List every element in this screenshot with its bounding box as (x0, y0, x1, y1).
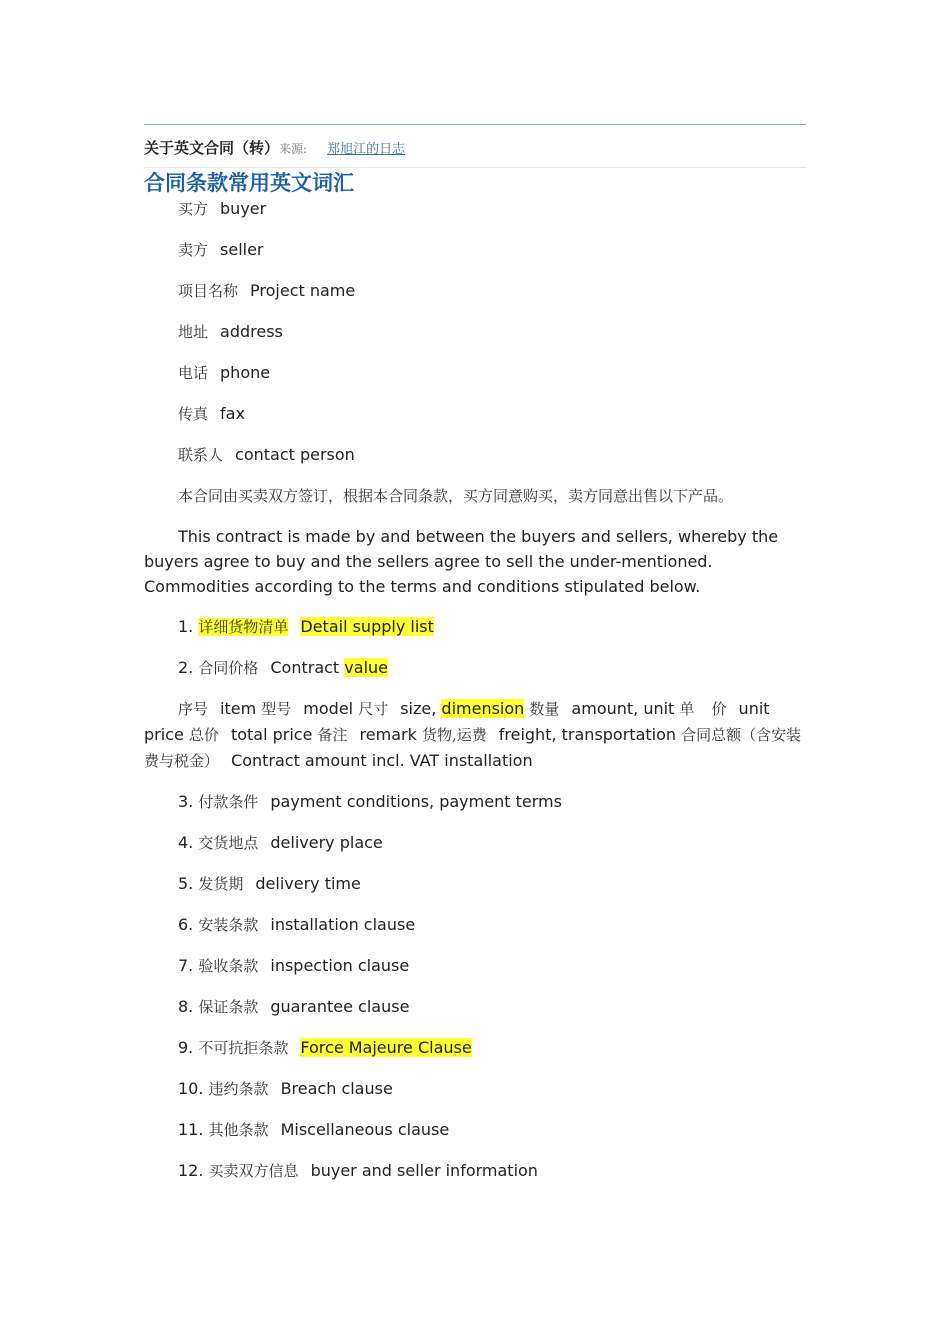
header-divider (144, 167, 806, 168)
party-terms-list (144, 196, 806, 1184)
term-project-name: 项目名称 Project name (178, 281, 356, 300)
intro-chinese: 本合同由买卖双方签订，根据本合同条款，买方同意购买，卖方同意出售以下产品。 (178, 487, 734, 505)
clause-installation: 6. 安装条款 installation clause (178, 915, 416, 934)
document-page (144, 124, 806, 1199)
article-header (144, 137, 806, 159)
intro-english: This contract is made by and between the buyers and sellers, whereby the buyers agree to buy and the sellers agree to sell the under-mentioned. Commodities according to the terms and conditions stipulated below. (144, 527, 779, 596)
term-phone: 电话 phone (178, 363, 271, 382)
document-heading: 合同条款常用英文词汇 (144, 170, 354, 195)
top-divider (144, 124, 806, 125)
clause-guarantee: 8. 保证条款 guarantee clause (178, 997, 410, 1016)
term-seller: 卖方 seller (178, 240, 264, 259)
clause-payment: 3. 付款条件 payment conditions, payment terms (178, 792, 562, 811)
clause-inspection: 7. 验收条款 inspection clause (178, 956, 410, 975)
clause-party-information: 12. 买卖双方信息 buyer and seller information (178, 1161, 538, 1180)
term-buyer: 买方 buyer (178, 199, 267, 218)
source-link[interactable]: 郑旭江的日志 (327, 142, 406, 157)
clause-delivery-time: 5. 发货期 delivery time (178, 874, 361, 893)
term-contact-person: 联系人 contact person (178, 445, 355, 464)
price-terms-paragraph: 序号 item 型号 model 尺寸 size, dimension 数量 amount, unit 单 价 unit price 总价 total price 备注 remark 货物,运费 freight, transportation 合同总额（含安装费与税金） Contract amount incl. VAT installation (144, 699, 802, 770)
clause-delivery-place: 4. 交货地点 delivery place (178, 833, 383, 852)
clause-breach: 10. 违约条款 Breach clause (178, 1079, 393, 1098)
section-contract-value: 2. 合同价格 Contract value (178, 658, 388, 677)
section-detail-supply-list: 1. 详细货物清单 Detail supply list (178, 617, 434, 636)
source-label: 来源: (279, 142, 308, 156)
article-title: 关于英文合同（转） (144, 139, 280, 157)
term-address: 地址 address (178, 322, 283, 341)
clause-force-majeure: 9. 不可抗拒条款 Force Majeure Clause (178, 1038, 472, 1057)
term-fax: 传真 fax (178, 404, 245, 423)
clause-miscellaneous: 11. 其他条款 Miscellaneous clause (178, 1120, 450, 1139)
